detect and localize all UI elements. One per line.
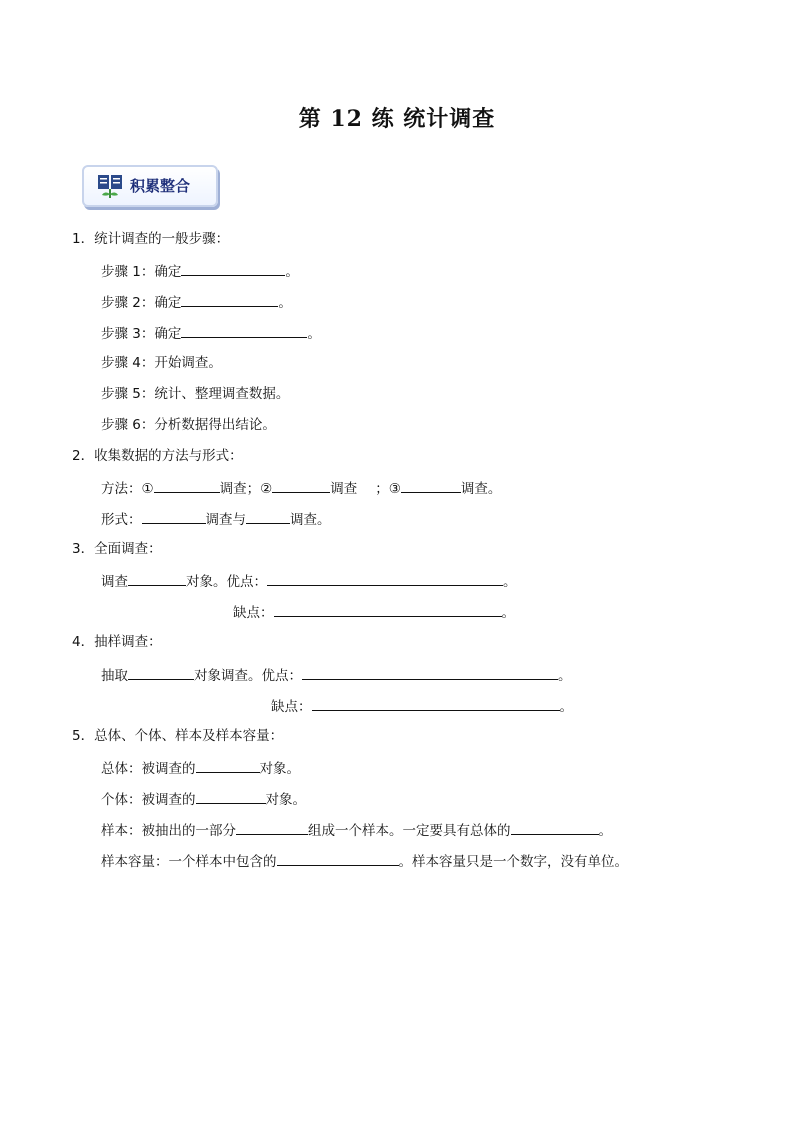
method-3-survey: 调查 xyxy=(460,481,488,497)
step-4-line: 步骤 4：开始调查。 xyxy=(101,355,222,371)
census-pros-end: 。 xyxy=(503,574,517,590)
population-end: 对象。 xyxy=(259,761,300,777)
sample-size-end: 。样本容量只是一个数字，没有单位。 xyxy=(398,854,628,870)
blank-sampling-object[interactable] xyxy=(128,665,194,680)
method-label: 方法：① xyxy=(101,481,154,497)
blank-method-2[interactable] xyxy=(272,478,330,493)
sample-size-label: 样本容量：一个样本中包含的 xyxy=(101,854,277,870)
census-pros-label: 对象。优点： xyxy=(186,574,267,590)
section-2-heading: 2．收集数据的方法与形式： xyxy=(72,448,243,464)
method-line xyxy=(101,478,501,498)
step-2-line xyxy=(101,292,292,312)
form-line xyxy=(101,509,331,529)
sampling-pros-end: 。 xyxy=(558,668,572,684)
section-4-heading: 4．抽样调查： xyxy=(72,634,162,650)
census-cons-line xyxy=(233,602,515,622)
sample-label: 样本：被抽出的一部分 xyxy=(101,823,236,839)
step-2-label: 步骤 2：确定 xyxy=(101,295,182,311)
sample-end: 。 xyxy=(598,823,612,839)
form-label: 形式： xyxy=(101,512,142,528)
blank-census-object[interactable] xyxy=(128,571,186,586)
population-line xyxy=(101,758,300,778)
blank-census-pros[interactable] xyxy=(267,571,503,586)
blank-sampling-pros[interactable] xyxy=(302,665,558,680)
blank-sample-size[interactable] xyxy=(277,851,399,866)
sampling-pros-label: 对象调查。优点： xyxy=(194,668,302,684)
page-title: 第 12 练 统计调查 xyxy=(298,106,496,132)
census-cons-label: 缺点： xyxy=(233,605,274,621)
step-1-end: 。 xyxy=(285,264,299,280)
sampling-prefix: 抽取 xyxy=(101,668,128,684)
step-6-line: 步骤 6：分析数据得出结论。 xyxy=(101,417,276,433)
step-1-label: 步骤 1：确定 xyxy=(101,264,182,280)
sampling-cons-line xyxy=(271,696,573,716)
sample-line xyxy=(101,820,612,840)
census-line xyxy=(101,571,517,591)
blank-step-2[interactable] xyxy=(181,292,278,307)
individual-end: 对象。 xyxy=(265,792,306,808)
sampling-cons-label: 缺点： xyxy=(271,699,312,715)
sample-mid: 组成一个样本。一定要具有总体的 xyxy=(308,823,511,839)
blank-sample[interactable] xyxy=(236,820,308,835)
section-badge xyxy=(78,160,220,210)
method-1-survey: 调查 xyxy=(219,481,247,497)
blank-sample-representative[interactable] xyxy=(511,820,599,835)
sampling-cons-end: 。 xyxy=(559,699,573,715)
sampling-line xyxy=(101,665,572,685)
badge-label: 积累整合 xyxy=(130,177,191,195)
step-3-end: 。 xyxy=(307,326,321,342)
blank-individual[interactable] xyxy=(196,789,266,804)
method-end: 。 xyxy=(487,481,502,497)
section-1-heading: 1．统计调查的一般步骤： xyxy=(72,231,230,247)
blank-sampling-cons[interactable] xyxy=(312,696,560,711)
census-cons-end: 。 xyxy=(501,605,515,621)
method-sep-2: ；③ xyxy=(375,481,401,497)
section-5-heading: 5．总体、个体、样本及样本容量： xyxy=(72,728,284,744)
sample-size-line xyxy=(101,851,628,871)
step-3-label: 步骤 3：确定 xyxy=(101,326,182,342)
section-3-heading: 3．全面调查： xyxy=(72,541,162,557)
method-2-survey: 调查 xyxy=(330,481,358,497)
method-sep-1: ；② xyxy=(246,481,273,497)
blank-census-cons[interactable] xyxy=(274,602,502,617)
census-prefix: 调查 xyxy=(101,574,128,590)
individual-line xyxy=(101,789,306,809)
blank-population[interactable] xyxy=(196,758,260,773)
step-5-line: 步骤 5：统计、整理调查数据。 xyxy=(101,386,290,402)
form-end: 调查。 xyxy=(290,512,331,528)
form-mid: 调查与 xyxy=(205,512,246,528)
blank-step-3[interactable] xyxy=(181,323,307,338)
blank-step-1[interactable] xyxy=(181,261,285,276)
blank-method-3[interactable] xyxy=(401,478,461,493)
step-2-end: 。 xyxy=(278,295,292,311)
book-plant-icon xyxy=(96,172,124,200)
step-1-line xyxy=(101,261,299,281)
population-label: 总体：被调查的 xyxy=(101,761,196,777)
individual-label: 个体：被调查的 xyxy=(101,792,196,808)
blank-form-2[interactable] xyxy=(246,509,290,524)
blank-form-1[interactable] xyxy=(142,509,206,524)
step-3-line xyxy=(101,323,321,343)
blank-method-1[interactable] xyxy=(154,478,220,493)
